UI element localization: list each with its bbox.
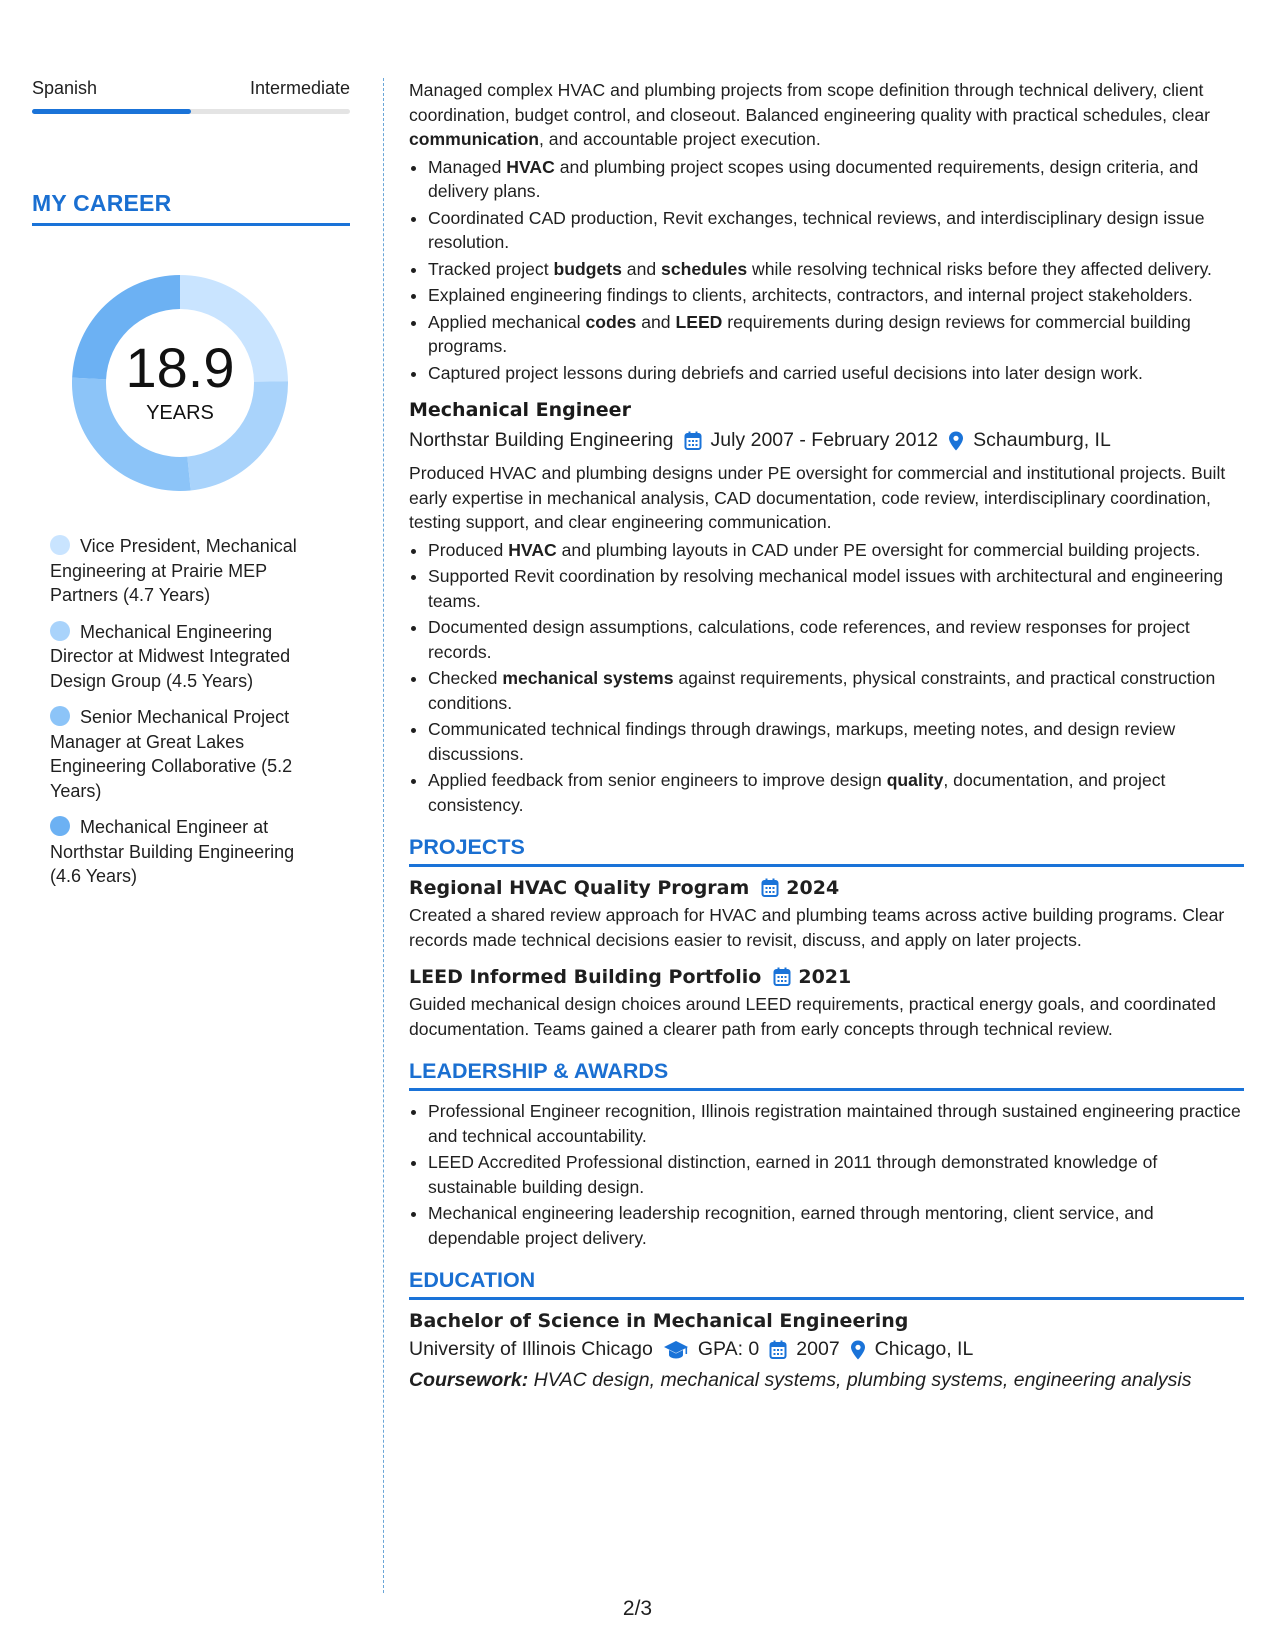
career-heading: MY CAREER <box>32 190 350 226</box>
award-item: • Mechanical engineering leadership recognition, earned through mentoring, client service, and dependable project delivery. <box>428 1201 1244 1250</box>
career-donut-chart <box>65 268 295 498</box>
language-row <box>32 78 350 99</box>
career-donut-center <box>65 268 295 498</box>
summary-text: Managed complex HVAC and plumbing projects from scope definition through technical delivery, client coordination, budget control, and closeout. Balanced engineering quality with practical schedules, clear <box>409 80 1211 125</box>
school-location: Chicago, IL <box>874 1338 974 1360</box>
job-location: Schaumburg, IL <box>973 429 1111 451</box>
project-title: Regional HVAC Quality Program <box>409 877 750 899</box>
legend-label: Senior Mechanical Project Manager at Great Lakes Engineering Collaborative (5.2 Years) <box>50 707 293 801</box>
coursework <box>409 1369 1244 1392</box>
coursework-label: Coursework: <box>409 1369 529 1391</box>
legend-dot <box>50 816 70 836</box>
award-item: • Professional Engineer recognition, Illinois registration maintained through sustained engineering practice and technical accountability. <box>428 1099 1244 1148</box>
language-proficiency-fill <box>32 109 191 114</box>
bullet-item: • Managed HVAC and plumbing project scopes using documented requirements, design criteria, and delivery plans. <box>428 155 1244 204</box>
career-legend-item <box>50 534 315 608</box>
job-meta <box>409 429 1244 452</box>
job-summary <box>409 78 1244 152</box>
awards-list <box>409 1099 1244 1250</box>
summary-text: , and accountable project execution. <box>539 129 821 149</box>
project-title: LEED Informed Building Portfolio <box>409 966 762 988</box>
calendar-icon <box>761 878 779 898</box>
career-legend-item <box>50 815 315 889</box>
project-description: Created a shared review approach for HVAC and plumbing teams across active building programs. Clear records made technical decisions easier to revisit, discuss, and apply on later projects. <box>409 905 1225 950</box>
legend-dot <box>50 706 70 726</box>
language-proficiency-bar <box>32 109 350 114</box>
location-pin-icon <box>850 1340 866 1360</box>
legend-dot <box>50 621 70 641</box>
bullet-item: • Produced HVAC and plumbing layouts in CAD under PE oversight for commercial building projects. <box>428 538 1244 563</box>
awards-heading: LEADERSHIP & AWARDS <box>409 1059 1244 1091</box>
graduation-year: 2007 <box>796 1338 840 1360</box>
calendar-icon <box>769 1340 787 1360</box>
legend-label: Mechanical Engineering Director at Midwest Integrated Design Group (4.5 Years) <box>50 621 291 691</box>
career-total-years: 18.9 <box>125 336 235 399</box>
education-meta <box>409 1338 1244 1361</box>
location-pin-icon <box>948 431 964 451</box>
job-bullets <box>409 155 1244 386</box>
bullet-item: • Communicated technical findings through drawings, markups, meeting notes, and design review discussions. <box>428 717 1244 766</box>
project-title-row <box>409 966 1244 988</box>
sidebar <box>32 78 350 901</box>
career-total-unit: YEARS <box>146 402 214 424</box>
calendar-icon <box>684 431 702 451</box>
bullet-item: • Supported Revit coordination by resolving mechanical model issues with architectural and engineering teams. <box>428 564 1244 613</box>
projects-heading: PROJECTS <box>409 835 1244 867</box>
column-divider <box>383 78 384 1593</box>
calendar-icon <box>773 967 791 987</box>
legend-label: Vice President, Mechanical Engineering at Prairie MEP Partners (4.7 Years) <box>50 536 297 605</box>
language-level: Intermediate <box>249 78 350 98</box>
legend-label: Mechanical Engineer at Northstar Building Engineering (4.6 Years) <box>50 817 295 886</box>
award-item: • LEED Accredited Professional distinction, earned in 2011 through demonstrated knowledge of sustainable building design. <box>428 1150 1244 1199</box>
bullet-item: • Explained engineering findings to clients, architects, contractors, and internal project stakeholders. <box>428 283 1244 308</box>
job-summary: Produced HVAC and plumbing designs under PE oversight for commercial and institutional projects. Built early expertise in mechanical analysis, CAD documentation, code review, interdisciplinary coordination, testing support, and clear engineering communication. <box>409 463 1226 532</box>
project-description: Guided mechanical design choices around LEED requirements, practical energy goals, and coordinated documentation. Teams gained a clearer path from early concepts through technical review. <box>409 994 1216 1039</box>
bullet-item: • Captured project lessons during debriefs and carried useful decisions into later design work. <box>428 361 1244 386</box>
legend-dot <box>50 535 70 555</box>
bullet-item: • Applied mechanical codes and LEED requirements during design reviews for commercial building programs. <box>428 310 1244 359</box>
project-year: 2024 <box>786 877 840 899</box>
bullet-item: • Documented design assumptions, calculations, code references, and review responses for project records. <box>428 615 1244 664</box>
language-name: Spanish <box>32 78 98 98</box>
job-bullets <box>409 538 1244 818</box>
bullet-item: • Tracked project budgets and schedules while resolving technical risks before they affected delivery. <box>428 257 1244 282</box>
degree-title: Bachelor of Science in Mechanical Engineering <box>409 1310 909 1332</box>
career-legend <box>32 534 350 889</box>
main-content <box>409 78 1244 1392</box>
summary-emphasis: communication <box>409 129 540 149</box>
coursework-text: HVAC design, mechanical systems, plumbing systems, engineering analysis <box>528 1369 1192 1391</box>
bullet-item: • Checked mechanical systems against requirements, physical constraints, and practical construction conditions. <box>428 666 1244 715</box>
career-legend-item <box>50 620 315 694</box>
bullet-item: • Coordinated CAD production, Revit exchanges, technical reviews, and interdisciplinary design issue resolution. <box>428 206 1244 255</box>
job-dates: July 2007 - February 2012 <box>710 429 939 451</box>
page-number: 2/3 <box>622 1597 653 1620</box>
project-year: 2021 <box>798 966 852 988</box>
bullet-item: • Applied feedback from senior engineers to improve design quality, documentation, and project consistency. <box>428 768 1244 817</box>
school-name: University of Illinois Chicago <box>409 1338 653 1360</box>
gpa: GPA: 0 <box>697 1338 760 1360</box>
education-heading: EDUCATION <box>409 1268 1244 1300</box>
job-title: Mechanical Engineer <box>409 399 631 421</box>
company-name: Northstar Building Engineering <box>409 429 674 451</box>
career-legend-item <box>50 705 315 803</box>
graduation-cap-icon <box>663 1340 689 1360</box>
project-title-row <box>409 877 1244 899</box>
